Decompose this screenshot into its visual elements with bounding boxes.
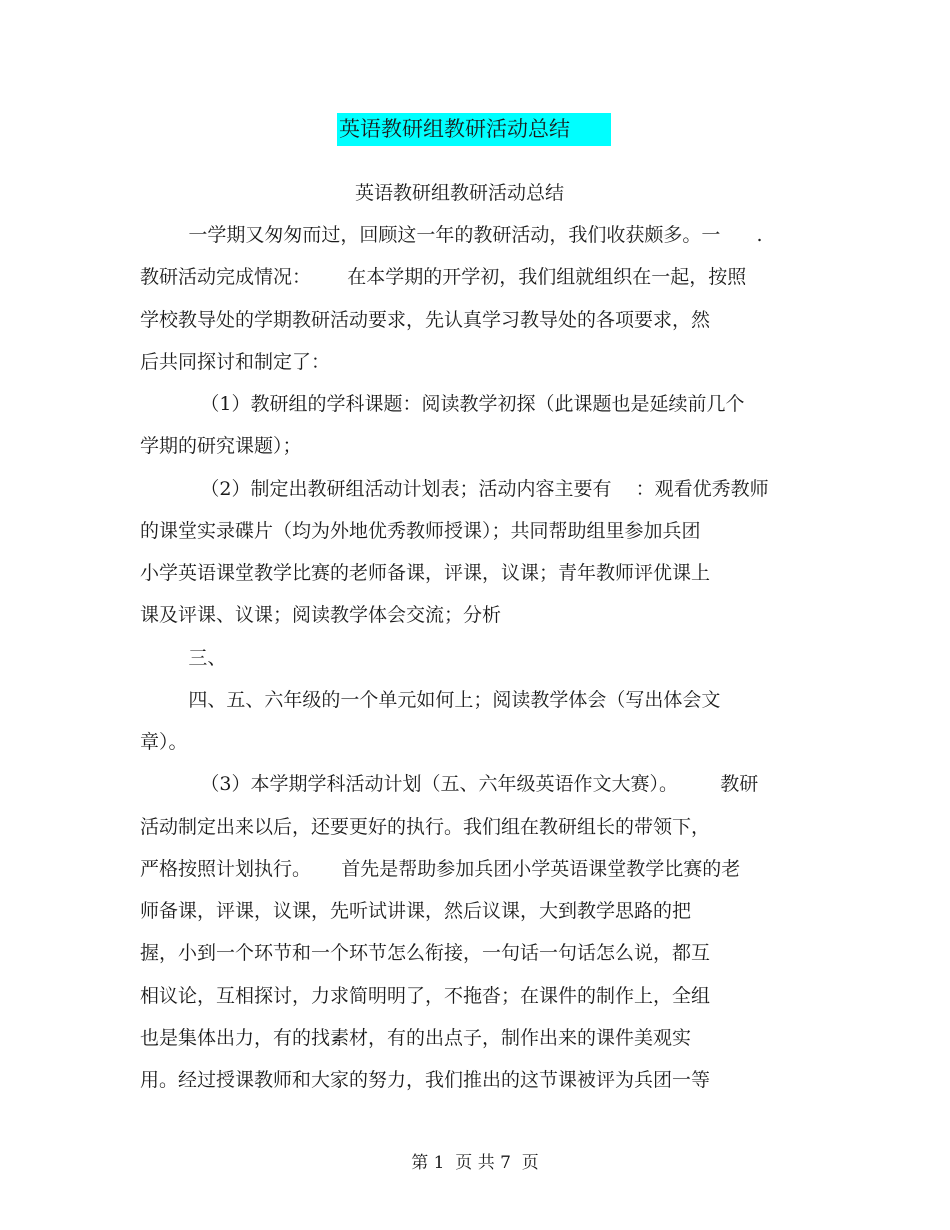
body-line: 师备课，评课，议课，先听试讲课，然后议课，大到教学思路的把 (140, 900, 692, 922)
body-line: 的课堂实录碟片（均为外地优秀教师授课）；共同帮助组里参加兵团 (140, 520, 701, 542)
body-line: 后共同探讨和制定了： (140, 351, 331, 373)
body-line: 小学英语课堂教学比赛的老师备课，评课，议课；青年教师评优课上 (140, 562, 711, 584)
body-line: 学期的研究课题）； (140, 435, 302, 457)
body-line: 三、 (140, 647, 227, 669)
body-line: 严格按照计划执行。 首先是帮助参加兵团小学英语课堂教学比赛的老 (140, 858, 741, 880)
body-line: 握，小到一个环节和一个环节怎么衔接，一句话一句话怎么说，都互 (140, 942, 711, 964)
document-subtitle: 英语教研组教研活动总结 (355, 182, 565, 204)
body-line: 学校教导处的学期教研活动要求，先认真学习教导处的各项要求，然 (140, 309, 711, 331)
body-line: 也是集体出力，有的找素材，有的出点子，制作出来的课件美观实 (140, 1027, 692, 1049)
body-line: 四、五、六年级的一个单元如何上；阅读教学体会（写出体会文 (140, 689, 721, 711)
body-line: 一学期又匆匆而过，回顾这一年的教研活动，我们收获颇多。一 . (140, 224, 763, 246)
body-line: 课及评课、议课；阅读教学体会交流；分析 (140, 604, 502, 626)
document-title: 英语教研组教研活动总结 (337, 113, 611, 146)
body-line: （3）本学期学科活动计划（五、六年级英语作文大赛）。 教研 (140, 773, 759, 795)
body-line: 章）。 (140, 731, 188, 753)
body-line: 相议论，互相探讨，力求简明明了，不拖沓；在课件的制作上，全组 (140, 985, 711, 1007)
body-line: 活动制定出来以后，还要更好的执行。我们组在教研组长的带领下， (140, 816, 711, 838)
body-line: 教研活动完成情况： 在本学期的开学初，我们组就组织在一起，按照 (140, 266, 747, 288)
body-line: （2）制定出教研组活动计划表；活动内容主要有 ：观看优秀教师 (140, 478, 769, 500)
body-line: （1）教研组的学科课题：阅读教学初探（此课题也是延续前几个 (140, 393, 745, 415)
body-line: 用。经过授课教师和大家的努力，我们推出的这节课被评为兵团一等 (140, 1069, 711, 1091)
page-number-footer: 第 1 页 共 7 页 (411, 1153, 539, 1173)
